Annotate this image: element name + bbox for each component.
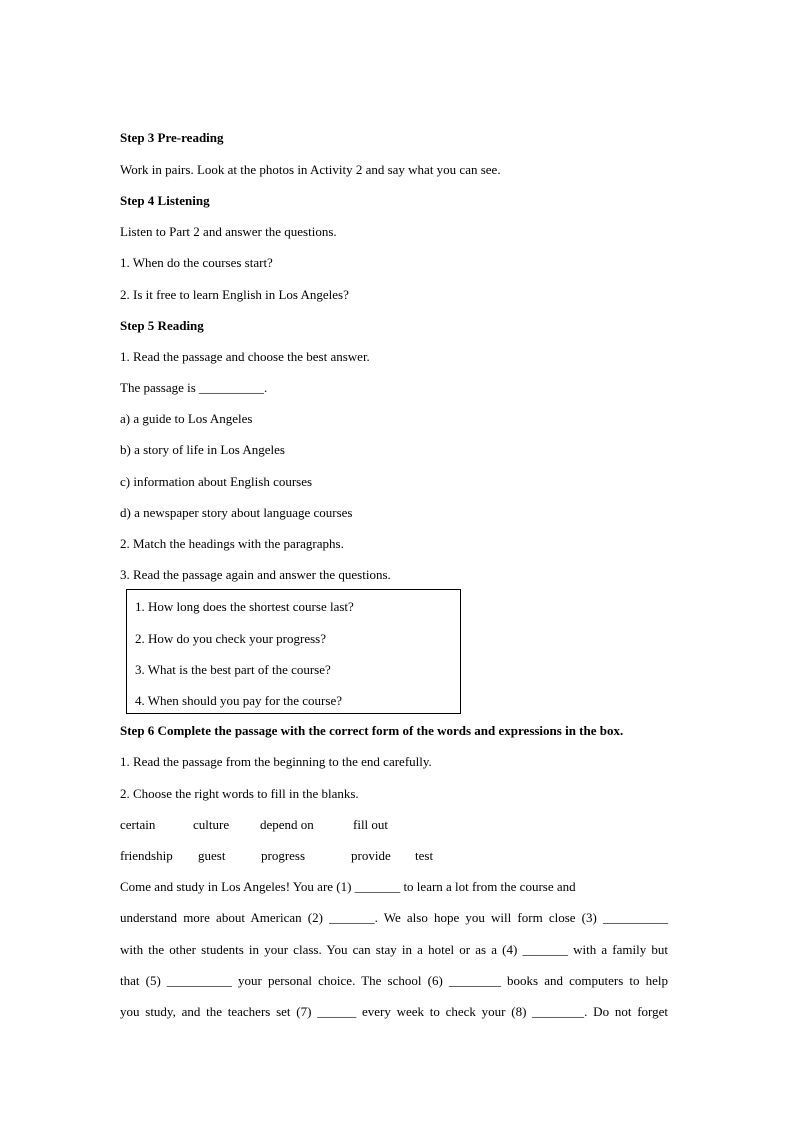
step5-option-a: a) a guide to Los Angeles: [120, 411, 253, 426]
step5-stem: The passage is __________.: [120, 380, 268, 395]
word-option: fill out: [353, 817, 389, 832]
word-option: progress: [261, 848, 306, 863]
step3-instruction: Work in pairs. Look at the photos in Activity 2 and say what you can see.: [120, 162, 501, 177]
passage-line-5: you study, and the teachers set (7) ______ every week to check your (8) ________. Do not forget: [120, 1004, 668, 1019]
step6-task-2: 2. Choose the right words to fill in the blanks.: [120, 786, 359, 801]
word-option: depend on: [260, 817, 314, 832]
word-option: guest: [198, 848, 226, 863]
step6-task-1: 1. Read the passage from the beginning to the end carefully.: [120, 754, 432, 769]
word-option: certain: [120, 817, 156, 832]
questions-box: [126, 589, 461, 714]
step5-task-1: 1. Read the passage and choose the best answer.: [120, 349, 370, 364]
step5-option-d: d) a newspaper story about language courses: [120, 505, 353, 520]
step6-heading: Step 6 Complete the passage with the correct form of the words and expressions in the box.: [120, 723, 624, 738]
passage-line-4: that (5) __________ your personal choice. The school (6) ________ books and computers to help: [120, 973, 668, 988]
box-question-2: 2. How do you check your progress?: [135, 631, 326, 646]
box-question-1: 1. How long does the shortest course last?: [135, 599, 354, 614]
word-option: friendship: [120, 848, 173, 863]
word-option: test: [415, 848, 434, 863]
step5-option-b: b) a story of life in Los Angeles: [120, 442, 285, 457]
word-option: provide: [351, 848, 391, 863]
step4-question-2: 2. Is it free to learn English in Los Angeles?: [120, 287, 349, 302]
box-question-4: 4. When should you pay for the course?: [135, 693, 342, 708]
step4-question-1: 1. When do the courses start?: [120, 255, 273, 270]
step5-heading: Step 5 Reading: [120, 318, 204, 333]
passage-line-1: Come and study in Los Angeles! You are (1) _______ to learn a lot from the course and: [120, 879, 576, 894]
passage-line-3: with the other students in your class. You can stay in a hotel or as a (4) _______ with a family but: [120, 942, 668, 957]
step5-task-2: 2. Match the headings with the paragraphs.: [120, 536, 344, 551]
box-question-3: 3. What is the best part of the course?: [135, 662, 331, 677]
step3-heading: Step 3 Pre-reading: [120, 130, 224, 145]
step4-heading: Step 4 Listening: [120, 193, 210, 208]
passage-line-2: understand more about American (2) _______. We also hope you will form close (3) __________: [120, 910, 668, 925]
step4-intro: Listen to Part 2 and answer the questions.: [120, 224, 337, 239]
step5-task-3: 3. Read the passage again and answer the questions.: [120, 567, 391, 582]
word-option: culture: [193, 817, 230, 832]
step5-option-c: c) information about English courses: [120, 474, 313, 489]
